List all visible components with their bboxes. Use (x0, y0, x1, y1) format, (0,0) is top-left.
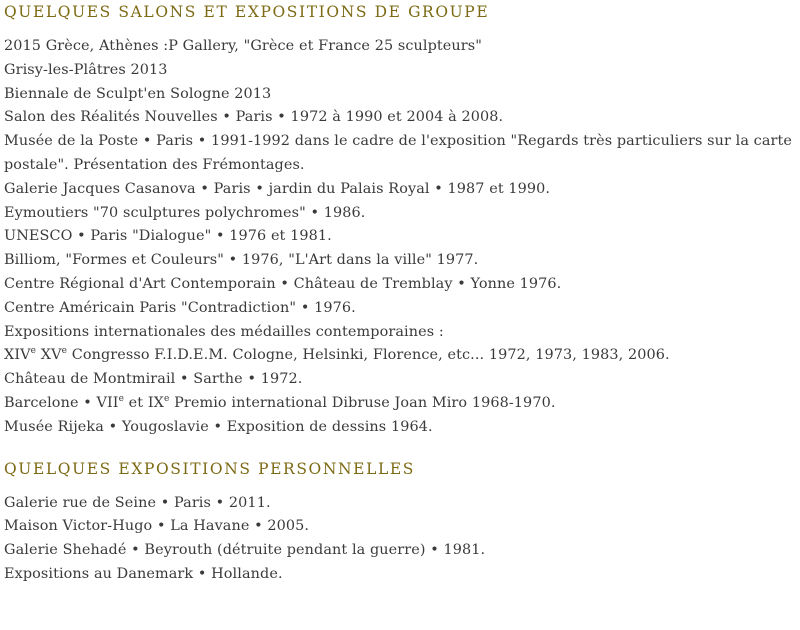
list-item: Musée Rijeka • Yougoslavie • Exposition de dessins 1964. (4, 418, 433, 435)
list-item: Galerie rue de Seine • Paris • 2011. (4, 494, 271, 511)
list-item: Centre Américain Paris "Contradiction" • 1976. (4, 299, 356, 316)
congress-num-1: XIV (4, 347, 31, 364)
barcelone-mid: et IX (124, 394, 164, 411)
group-exhibitions-heading: QUELQUES SALONS ET EXPOSITIONS DE GROUPE (4, 3, 490, 21)
list-item: 2015 Grèce, Athènes :P Gallery, "Grèce et France 25 sculpteurs" (4, 38, 482, 54)
personal-exhibitions-heading: QUELQUES EXPOSITIONS PERSONNELLES (4, 459, 416, 478)
exhibitions-page (4, 0, 798, 587)
list-item: Grisy-les-Plâtres 2013 (4, 61, 168, 78)
list-item-congress (4, 344, 798, 368)
list-item: Salon des Réalités Nouvelles • Paris • 1972 à 1990 et 2004 à 2008. (4, 109, 504, 126)
list-item: Galerie Shehadé • Beyrouth (détruite pendant la guerre) • 1981. (4, 542, 486, 559)
list-item: Expositions internationales des médailles contemporaines : (4, 323, 444, 340)
list-item: Biennale de Sculpt'en Sologne 2013 (4, 85, 272, 102)
congress-text: Congresso F.I.D.E.M. Cologne, Helsinki, Florence, etc... 1972, 1973, 1983, 2006. (67, 347, 670, 364)
group-exhibitions-section (4, 0, 798, 440)
personal-exhibitions-list (4, 492, 798, 587)
list-item: Billiom, "Formes et Couleurs" • 1976, "L'Art dans la ville" 1977. (4, 252, 479, 269)
list-item: Maison Victor-Hugo • La Havane • 2005. (4, 518, 310, 535)
barcelone-text: Premio international Dibruse Joan Miro 1968-1970. (169, 394, 556, 411)
list-item: Galerie Jacques Casanova • Paris • jardin du Palais Royal • 1987 et 1990. (4, 180, 551, 197)
congress-sup-1: e (30, 346, 37, 357)
barcelone-sup-2: e (163, 394, 170, 405)
list-item: Centre Régional d'Art Contemporain • Château de Tremblay • Yonne 1976. (4, 275, 562, 292)
barcelone-sup-1: e (118, 394, 124, 405)
group-exhibitions-list (4, 35, 798, 440)
congress-sup-2: e (61, 346, 68, 357)
barcelone-prefix: Barcelone • VII (4, 394, 119, 411)
list-item-barcelone (4, 392, 798, 416)
list-item: Château de Montmirail • Sarthe • 1972. (4, 371, 303, 388)
congress-num-2: XV (40, 347, 62, 364)
list-item: Eymoutiers "70 sculptures polychromes" • 1986. (4, 204, 366, 221)
list-item: UNESCO • Paris "Dialogue" • 1976 et 1981. (4, 228, 332, 245)
list-item: Expositions au Danemark • Hollande. (4, 565, 283, 582)
personal-exhibitions-section (4, 457, 798, 587)
list-item: Musée de la Poste • Paris • 1991-1992 dans le cadre de l'exposition "Regards très particuliers sur la carte postale". Présentation des Frémontages. (4, 133, 792, 173)
